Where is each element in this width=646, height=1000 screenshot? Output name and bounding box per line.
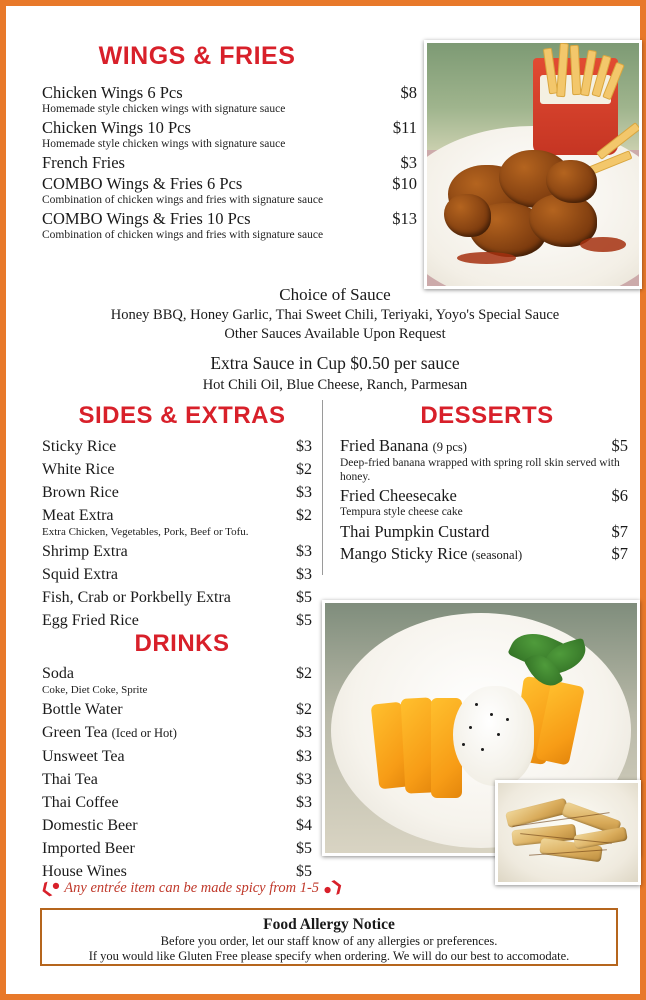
section-title-sides: SIDES & EXTRAS [78, 402, 286, 429]
menu-item-name: Squid Extra [42, 566, 118, 583]
menu-item [340, 543, 628, 566]
fried-spring-rolls-photo [495, 780, 641, 885]
menu-item-description: Coke, Diet Coke, Sprite [42, 684, 148, 696]
menu-item-name: Chicken Wings 10 Pcs [42, 118, 191, 137]
menu-item [42, 481, 312, 504]
section-title-desserts: DESSERTS [420, 402, 554, 429]
sauce-heading: Choice of Sauce [279, 285, 391, 304]
menu-item-name: Bottle Water [42, 701, 123, 718]
menu-item-price: $2 [296, 665, 312, 682]
wings-item-list [42, 82, 417, 243]
menu-item-qty: (seasonal) [471, 547, 523, 562]
menu-item-name: Chicken Wings 6 Pcs [42, 83, 183, 102]
menu-item-price: $8 [400, 83, 417, 102]
spicy-note-text: Any entrée item can be made spicy from 1-5 [64, 880, 320, 896]
menu-item [42, 662, 312, 697]
menu-item-name: Meat Extra [42, 507, 114, 524]
menu-item [42, 791, 312, 814]
menu-item-name-wrap [340, 435, 467, 458]
food-allergy-notice [40, 908, 618, 966]
drinks-item-list [42, 662, 312, 883]
menu-item-description: Tempura style cheese cake [340, 506, 463, 518]
menu-item-description: Combination of chicken wings and fries with signature sauce [42, 194, 324, 206]
menu-item [340, 521, 628, 543]
section-title-wings: WINGS & FRIES [98, 42, 296, 70]
sides-item-list [42, 435, 312, 632]
menu-item-name: Thai Tea [42, 771, 98, 788]
menu-item-price: $5 [296, 863, 312, 880]
menu-item [42, 504, 312, 539]
menu-item-name: White Rice [42, 461, 115, 478]
menu-item [42, 117, 417, 151]
menu-item-price: $3 [296, 566, 312, 583]
menu-item-price: $4 [296, 817, 312, 834]
chili-pepper-icon-right: ●❯ [320, 876, 346, 900]
menu-item-name: Brown Rice [42, 484, 119, 501]
menu-item-description: Extra Chicken, Vegetables, Pork, Beef or Tofu. [42, 526, 249, 538]
menu-item-description: Homemade style chicken wings with signature sauce [42, 138, 286, 150]
menu-item [42, 745, 312, 768]
menu-item-name: Fried Banana [340, 436, 429, 455]
menu-item-name: Thai Coffee [42, 794, 119, 811]
menu-item-price: $3 [296, 724, 312, 741]
menu-item-price: $2 [296, 461, 312, 478]
menu-item-name-wrap [340, 543, 522, 566]
menu-item-description: Deep-fried banana wrapped with spring roll skin served with honey. [340, 457, 620, 483]
menu-item-price: $6 [611, 486, 628, 505]
menu-item-price: $5 [296, 840, 312, 857]
desserts-item-list [340, 435, 628, 566]
menu-item-price: $5 [611, 436, 628, 455]
menu-item-price: $10 [392, 174, 417, 193]
menu-item [42, 609, 312, 632]
chili-pepper-icon-left: ❮● [37, 876, 63, 900]
chicken-wings-and-fries-photo [424, 40, 642, 289]
menu-item [42, 152, 417, 173]
menu-item [42, 208, 417, 242]
spicy-level-note [37, 876, 346, 900]
menu-item [42, 435, 312, 458]
menu-item-price: $3 [296, 748, 312, 765]
menu-item [42, 563, 312, 586]
allergy-notice-title: Food Allergy Notice [263, 916, 395, 933]
menu-item-price: $7 [611, 521, 628, 541]
extra-sauce-title: Extra Sauce in Cup $0.50 per sauce [210, 353, 460, 373]
menu-item-name: COMBO Wings & Fries 10 Pcs [42, 209, 251, 228]
menu-item-price: $3 [400, 153, 417, 172]
photo-art-wings [427, 43, 639, 286]
menu-item [340, 435, 628, 484]
menu-item [42, 82, 417, 116]
menu-item-name: Fried Cheesecake [340, 486, 457, 505]
menu-item-name: Domestic Beer [42, 817, 138, 834]
allergy-notice-line-2: If you would like Gluten Free please specify when ordering. We will do our best to accomodate. [88, 949, 570, 963]
menu-item-name: COMBO Wings & Fries 6 Pcs [42, 174, 243, 193]
menu-item-name: Imported Beer [42, 840, 135, 857]
menu-item [42, 458, 312, 481]
menu-page-inner [12, 12, 634, 988]
menu-item-price: $5 [296, 589, 312, 606]
menu-item-price: $3 [296, 438, 312, 455]
menu-item [42, 814, 312, 837]
menu-item-name: Thai Pumpkin Custard [340, 521, 490, 541]
column-divider [322, 400, 323, 575]
menu-item-price: $3 [296, 794, 312, 811]
menu-item-qty: (Iced or Hot) [111, 726, 177, 740]
menu-item-price: $11 [392, 118, 417, 137]
menu-item-price: $7 [611, 543, 628, 563]
menu-item-price: $3 [296, 484, 312, 501]
menu-item [42, 586, 312, 609]
menu-item [340, 485, 628, 520]
menu-item [42, 768, 312, 791]
menu-item-name: Green Tea [42, 724, 108, 741]
menu-item [42, 540, 312, 563]
menu-item-name: Shrimp Extra [42, 543, 128, 560]
menu-item-name: Sticky Rice [42, 438, 117, 455]
menu-item-name: Fish, Crab or Porkbelly Extra [42, 589, 231, 606]
menu-item [42, 698, 312, 721]
menu-item-name-wrap [42, 721, 177, 745]
menu-item [42, 173, 417, 207]
photo-art-rolls [498, 783, 638, 882]
menu-item-name: House Wines [42, 863, 127, 880]
menu-item-name: Unsweet Tea [42, 748, 125, 765]
menu-item [42, 837, 312, 860]
menu-item-name: Egg Fried Rice [42, 612, 139, 629]
sauce-list-line-1: Honey BBQ, Honey Garlic, Thai Sweet Chili, Teriyaki, Yoyo's Special Sauce [110, 307, 560, 323]
menu-item-name: French Fries [42, 153, 125, 172]
menu-item-name: Soda [42, 665, 74, 682]
menu-item [42, 721, 312, 745]
menu-item-qty: (9 pcs) [432, 440, 467, 454]
extra-sauce-options: Hot Chili Oil, Blue Cheese, Ranch, Parmesan [202, 377, 468, 393]
menu-item-description: Homemade style chicken wings with signature sauce [42, 103, 286, 115]
allergy-notice-line-1: Before you order, let our staff know of any allergies or preferences. [160, 934, 498, 948]
menu-item-price: $5 [296, 612, 312, 629]
menu-item-price: $3 [296, 771, 312, 788]
section-title-drinks: DRINKS [134, 630, 230, 657]
menu-item-name: Mango Sticky Rice [340, 543, 468, 563]
menu-item-price: $2 [296, 507, 312, 524]
sauce-list-line-2: Other Sauces Available Upon Request [224, 326, 446, 342]
menu-item-price: $2 [296, 701, 312, 718]
menu-item-price: $13 [392, 209, 417, 228]
menu-item-price: $3 [296, 543, 312, 560]
menu-item-description: Combination of chicken wings and fries with signature sauce [42, 229, 324, 241]
sauce-choices-block [32, 284, 638, 394]
